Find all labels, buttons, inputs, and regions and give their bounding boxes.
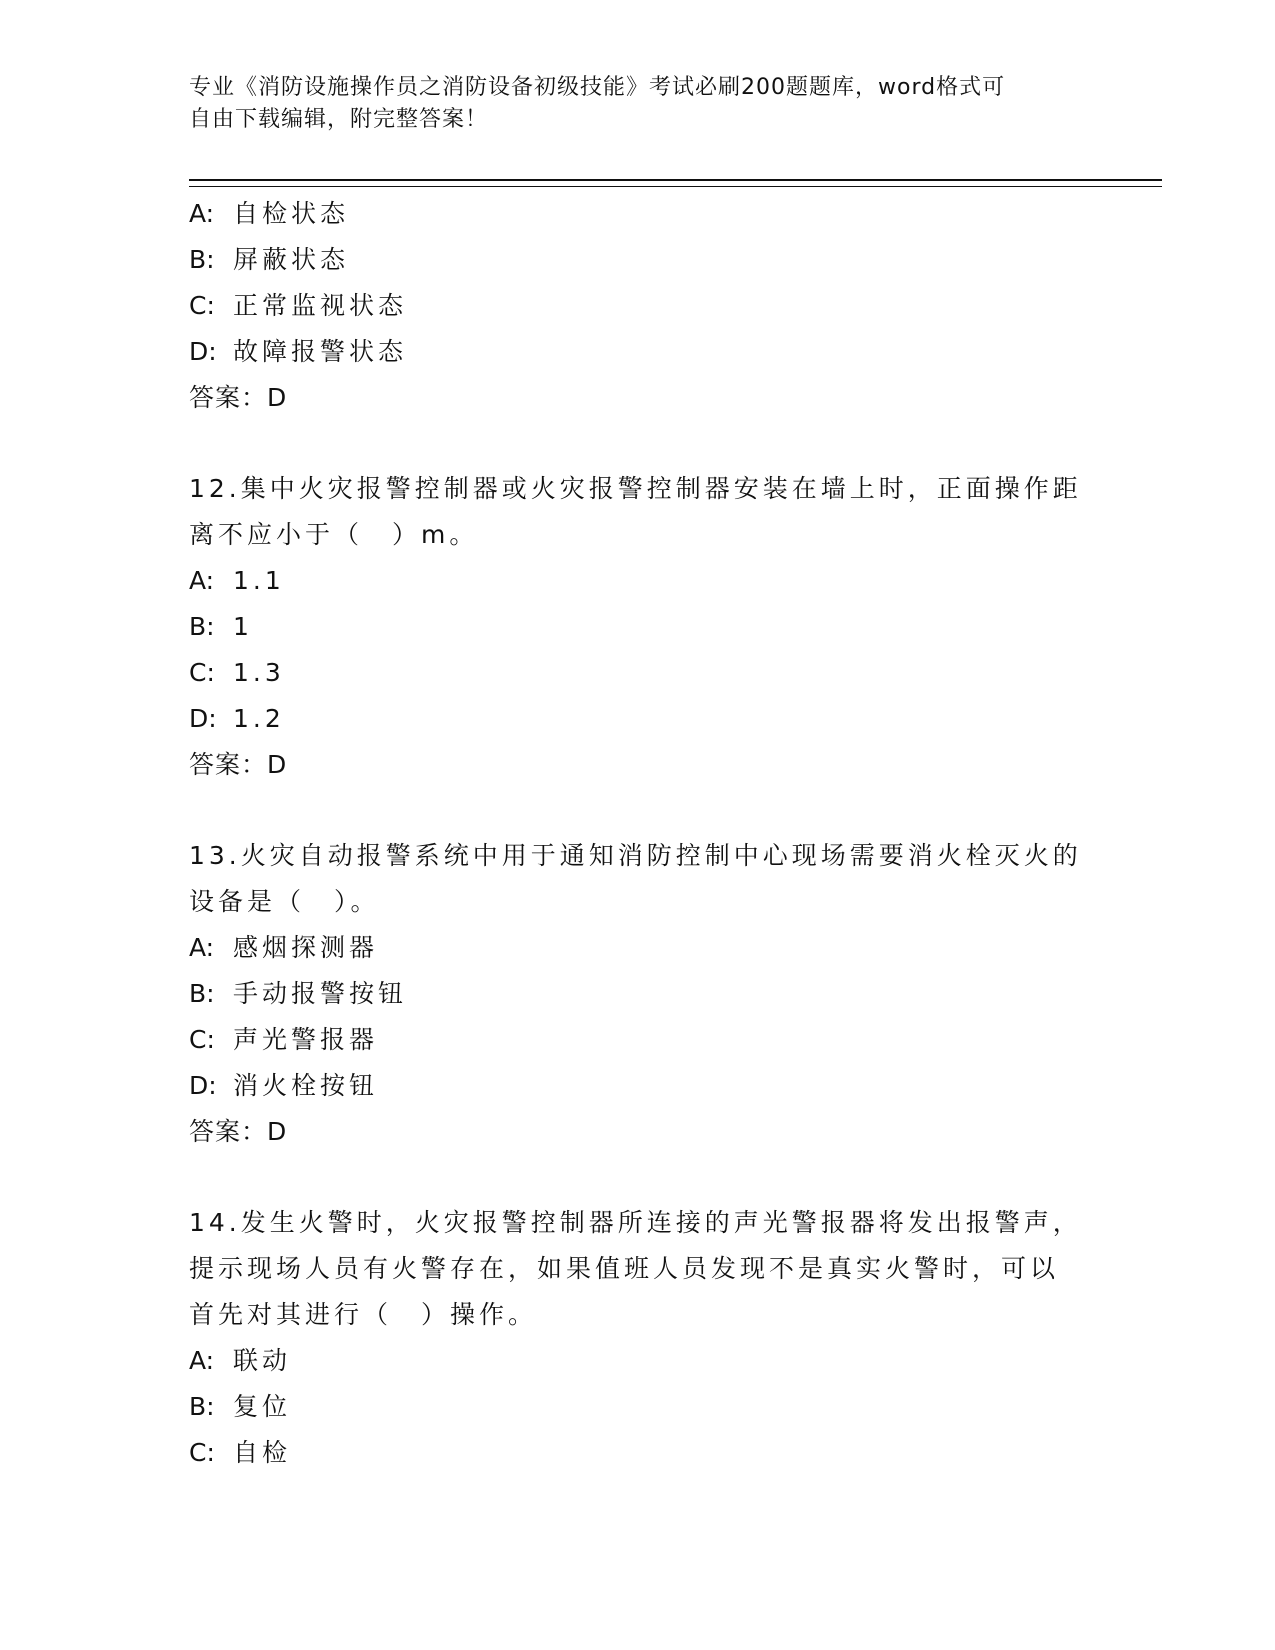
question-text-line-1: 13.火灾自动报警系统中用于通知消防控制中心现场需要消火栓灭火的 — [189, 841, 1082, 870]
option-d: D: 故障报警状态 — [189, 337, 408, 366]
option-a: A: 1.1 — [189, 566, 285, 595]
answer: 答案：D — [189, 750, 288, 779]
question-text-line-1: 14.发生火警时，火灾报警控制器所连接的声光警报器将发出报警声， — [189, 1208, 1082, 1237]
option-c: C: 自检 — [189, 1438, 292, 1467]
option-c: C: 正常监视状态 — [189, 291, 408, 320]
answer: 答案：D — [189, 1117, 288, 1146]
header-line-2: 自由下载编辑，附完整答案！ — [189, 107, 489, 132]
option-c: C: 声光警报器 — [189, 1025, 379, 1054]
question-text-line-1: 12.集中火灾报警控制器或火灾报警控制器安装在墙上时，正面操作距 — [189, 474, 1082, 503]
question-text-line-2: 离不应小于（ ）m。 — [189, 520, 479, 549]
question-13 — [189, 833, 1089, 1155]
question-14 — [189, 1200, 1089, 1476]
header-divider — [189, 179, 1162, 187]
option-b: B: 复位 — [189, 1392, 292, 1421]
question-11 — [189, 191, 1089, 421]
question-text-line-2: 设备是（ ）。 — [189, 887, 380, 916]
header-line-1: 专业《消防设施操作员之消防设备初级技能》考试必刷200题题库，word格式可 — [189, 75, 1006, 100]
option-a: A: 自检状态 — [189, 199, 350, 228]
option-b: B: 手动报警按钮 — [189, 979, 408, 1008]
option-b: B: 屏蔽状态 — [189, 245, 350, 274]
answer: 答案：D — [189, 383, 288, 412]
option-d: D: 1.2 — [189, 704, 285, 733]
option-d: D: 消火栓按钮 — [189, 1071, 379, 1100]
option-c: C: 1.3 — [189, 658, 285, 687]
question-list — [189, 191, 1089, 1476]
option-b: B: 1 — [189, 612, 253, 641]
option-a: A: 感烟探测器 — [189, 933, 379, 962]
question-12 — [189, 466, 1089, 788]
question-text-line-3: 首先对其进行（ ）操作。 — [189, 1300, 538, 1329]
question-text-line-2: 提示现场人员有火警存在，如果值班人员发现不是真实火警时，可以 — [189, 1254, 1060, 1283]
option-a: A: 联动 — [189, 1346, 292, 1375]
document-header — [189, 72, 1089, 136]
